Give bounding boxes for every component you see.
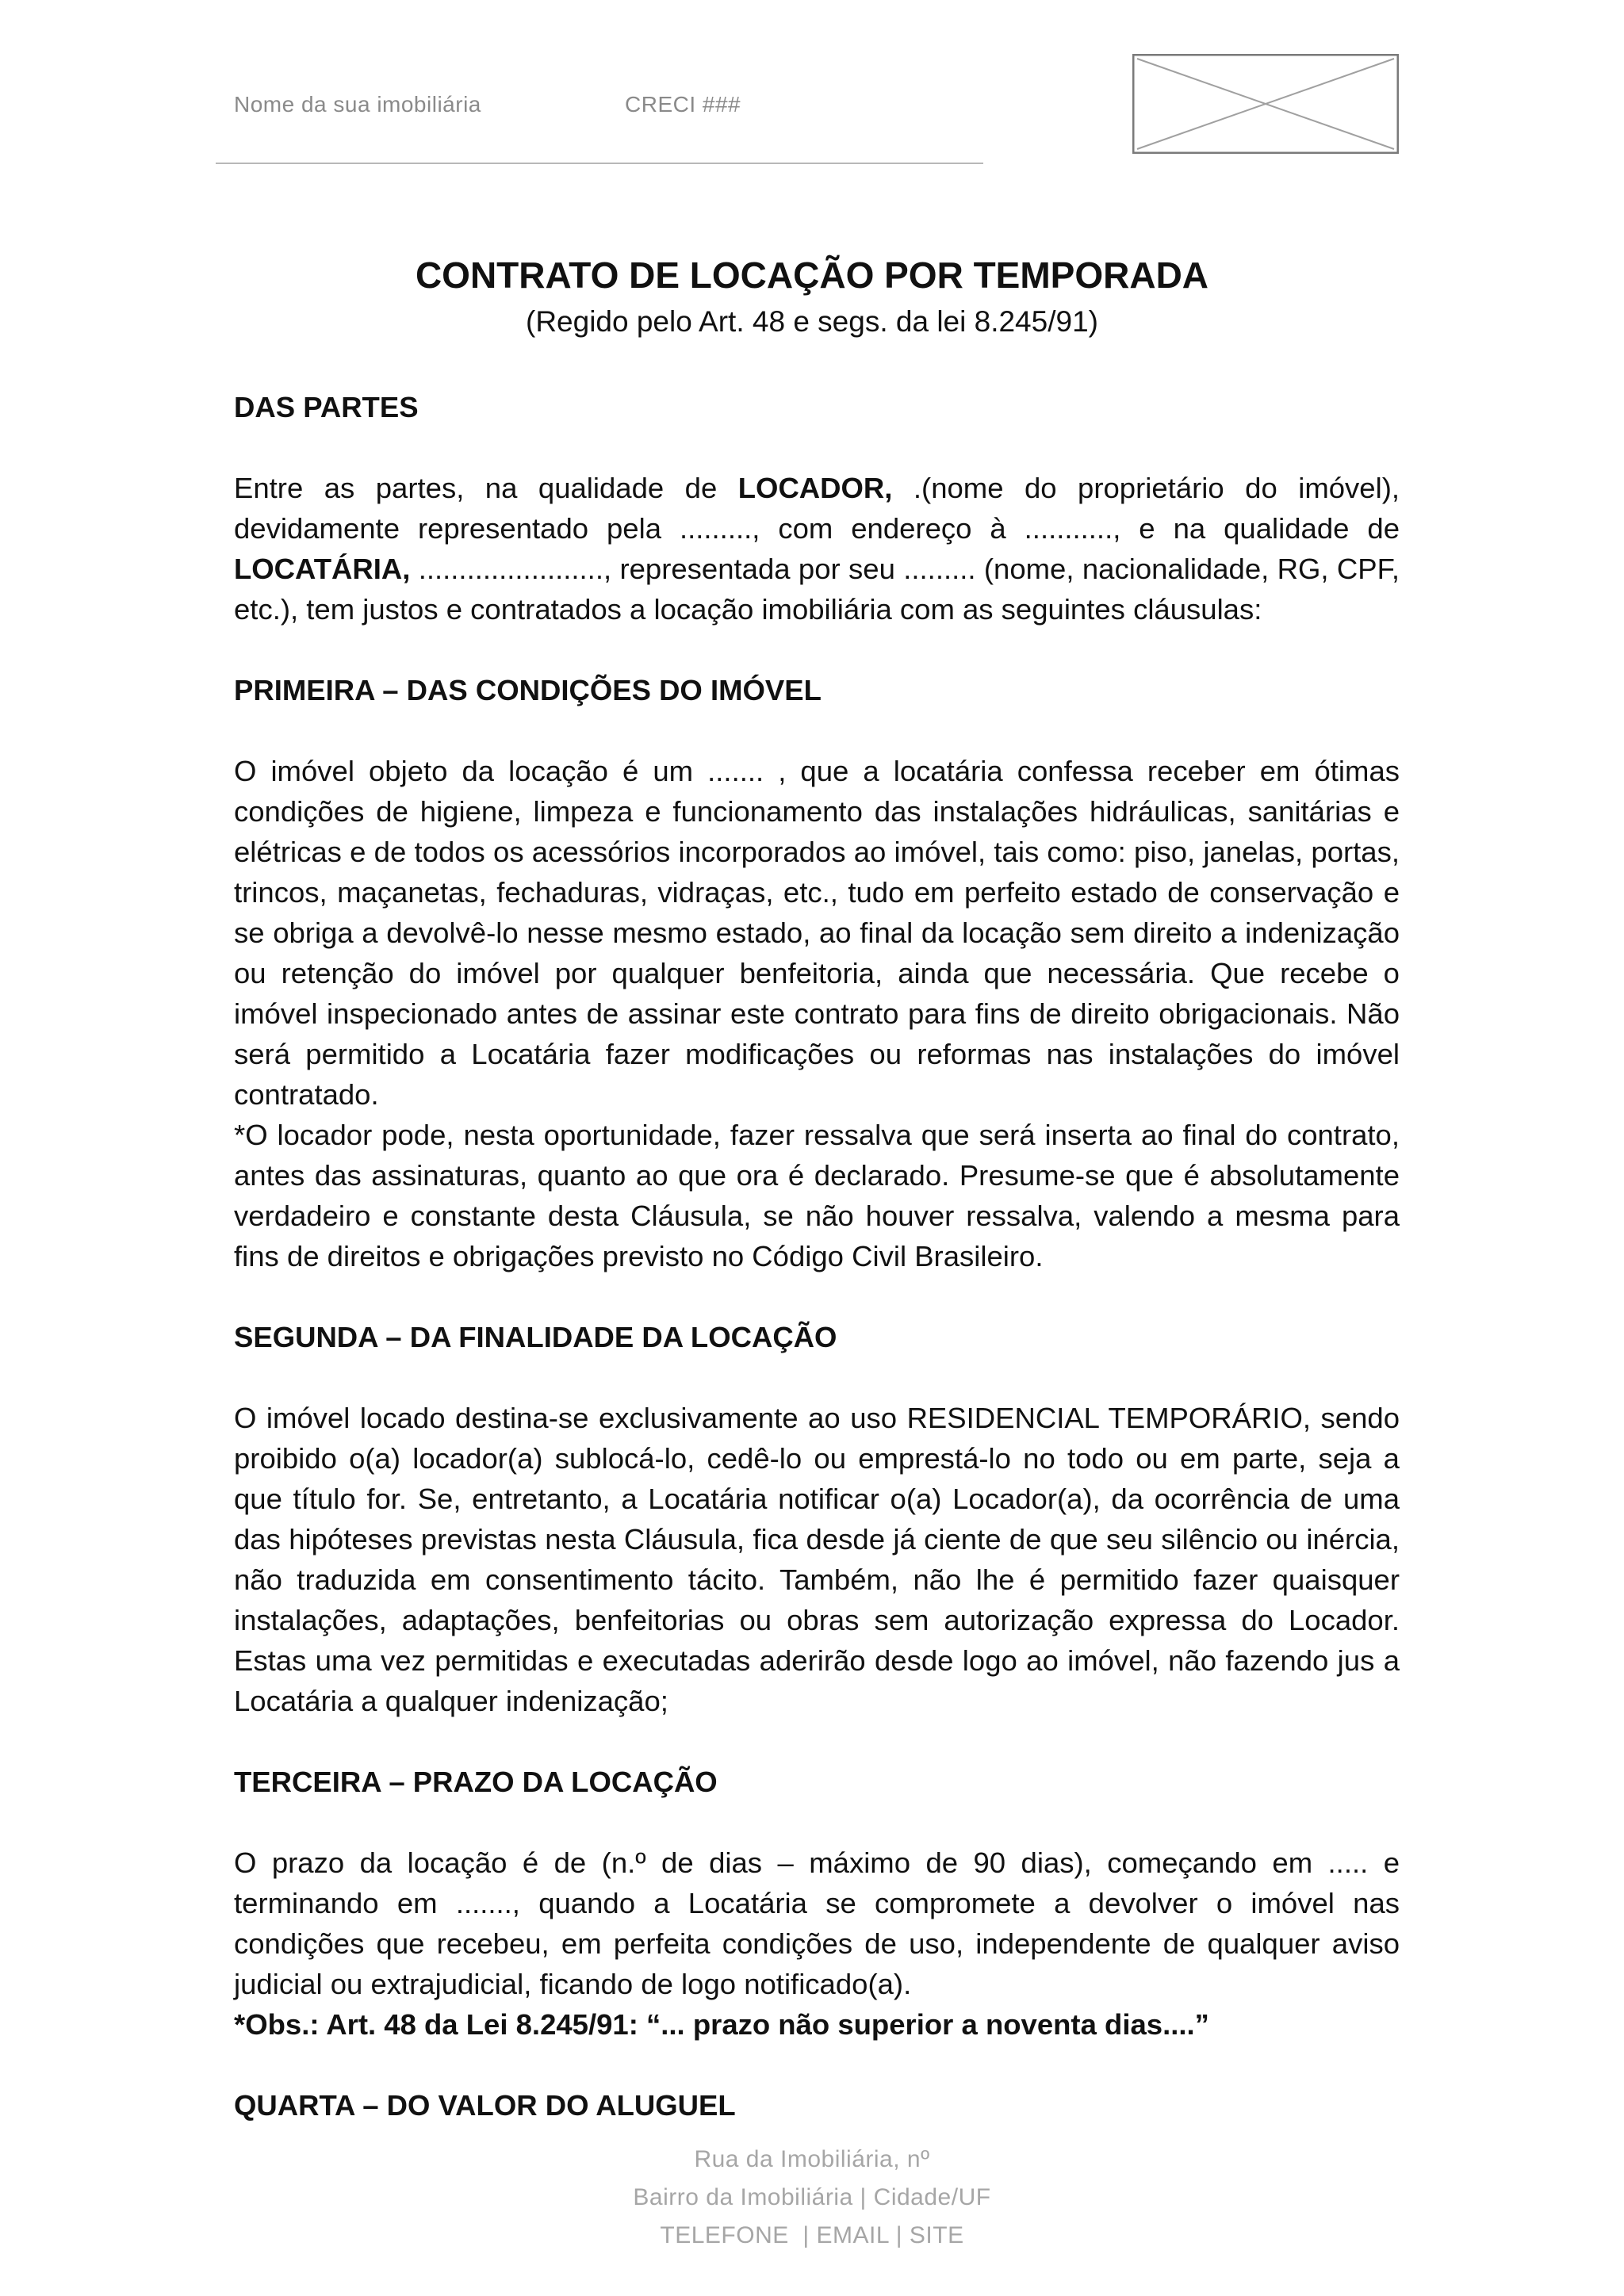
document-title: CONTRATO DE LOCAÇÃO POR TEMPORADA (415, 254, 1209, 296)
text-span: Entre as partes, na qualidade de (234, 472, 738, 504)
text-span: ......................., representada por seu ......... (nome, nacionalidade, RG, CPF, etc.), tem justos e contratados a locação imobiliária com as seguintes cláusulas: (234, 553, 1400, 626)
locataria-label: LOCATÁRIA, (234, 553, 411, 585)
footer-contacts: TELEFONE | EMAIL | SITE (660, 2222, 964, 2248)
document-subtitle: (Regido pelo Art. 48 e segs. da lei 8.245/91) (526, 305, 1098, 338)
section-heading-quarta: QUARTA – DO VALOR DO ALUGUEL (234, 2089, 736, 2122)
paragraph-terceira: O prazo da locação é de (n.º de dias – máximo de 90 dias), começando em ..... e terminando em ......., quando a Locatária se compromete a devolver o imóvel nas condições que recebeu, em perfeita condições de uso, independente de qualquer aviso judicial ou extrajudicial, ficando de logo notificado(a). (234, 1846, 1400, 2000)
footer-city: Bairro da Imobiliária | Cidade/UF (633, 2184, 991, 2210)
logo-placeholder-icon (1132, 54, 1399, 154)
creci-number: CRECI ### (625, 92, 741, 117)
section-heading-partes: DAS PARTES (234, 391, 419, 423)
paragraph-primeira-1: O imóvel objeto da locação é um ....... , que a locatária confessa receber em ótimas condições de higiene, limpeza e funcionamento das instalações hidráulicas, sanitárias e elétricas e de todos os acessórios incorporados ao imóvel, tais como: piso, janelas, portas, trincos, maçanetas, fechaduras, vidraças, etc., tudo em perfeito estado de conservação e se obriga a devolvê-lo nesse mesmo estado, ao final da locação sem direito a indenização ou retenção do imóvel por qualquer benfeitoria, ainda que necessária. Que recebe o imóvel inspecionado antes de assinar este contrato para fins de direito obrigacionais. Não será permitido a Locatária fazer modificações ou reformas nas instalações do imóvel contratado. (234, 755, 1400, 1111)
paragraph-segunda: O imóvel locado destina-se exclusivamente ao uso RESIDENCIAL TEMPORÁRIO, sendo proibido o(a) locador(a) sublocá-lo, cedê-lo ou emprestá-lo no todo ou em parte, seja a que título for. Se, entretanto, a Locatária notificar o(a) Locador(a), da ocorrência de uma das hipóteses previstas nesta Cláusula, fica desde já ciente de que seu silêncio ou inércia, não traduzida em consentimento tácito. Também, não lhe é permitido fazer quaisquer instalações, adaptações, benfeitorias ou obras sem autorização expressa do Locador. Estas uma vez permitidas e executadas aderirão desde logo ao imóvel, não fazendo jus a Locatária a qualquer indenização; (234, 1402, 1400, 1717)
header-divider (216, 163, 983, 164)
section-heading-terceira: TERCEIRA – PRAZO DA LOCAÇÃO (234, 1766, 718, 1798)
contract-body (234, 387, 1400, 2126)
section-heading-segunda: SEGUNDA – DA FINALIDADE DA LOCAÇÃO (234, 1321, 837, 1353)
locador-label: LOCADOR, (737, 472, 893, 504)
section-heading-primeira: PRIMEIRA – DAS CONDIÇÕES DO IMÓVEL (234, 674, 822, 706)
footer-address: Rua da Imobiliária, nº (694, 2146, 930, 2172)
agency-name: Nome da sua imobiliária (234, 92, 481, 117)
text-span: .(nome do proprietário do imóvel), devidamente representado pela ........., com endereço à ..........., e na qualidade de (234, 472, 1400, 545)
paragraph-partes (234, 468, 1400, 629)
obs-terceira: *Obs.: Art. 48 da Lei 8.245/91: “... prazo não superior a noventa dias....” (234, 2008, 1209, 2041)
page-footer (0, 2141, 1624, 2255)
paragraph-primeira-2: *O locador pode, nesta oportunidade, fazer ressalva que será inserta ao final do contrato, antes das assinaturas, quanto ao que ora é declarado. Presume-se que é absolutamente verdadeiro e constante desta Cláusula, se não houver ressalva, valendo a mesma para fins de direitos e obrigações previsto no Código Civil Brasileiro. (234, 1119, 1400, 1272)
